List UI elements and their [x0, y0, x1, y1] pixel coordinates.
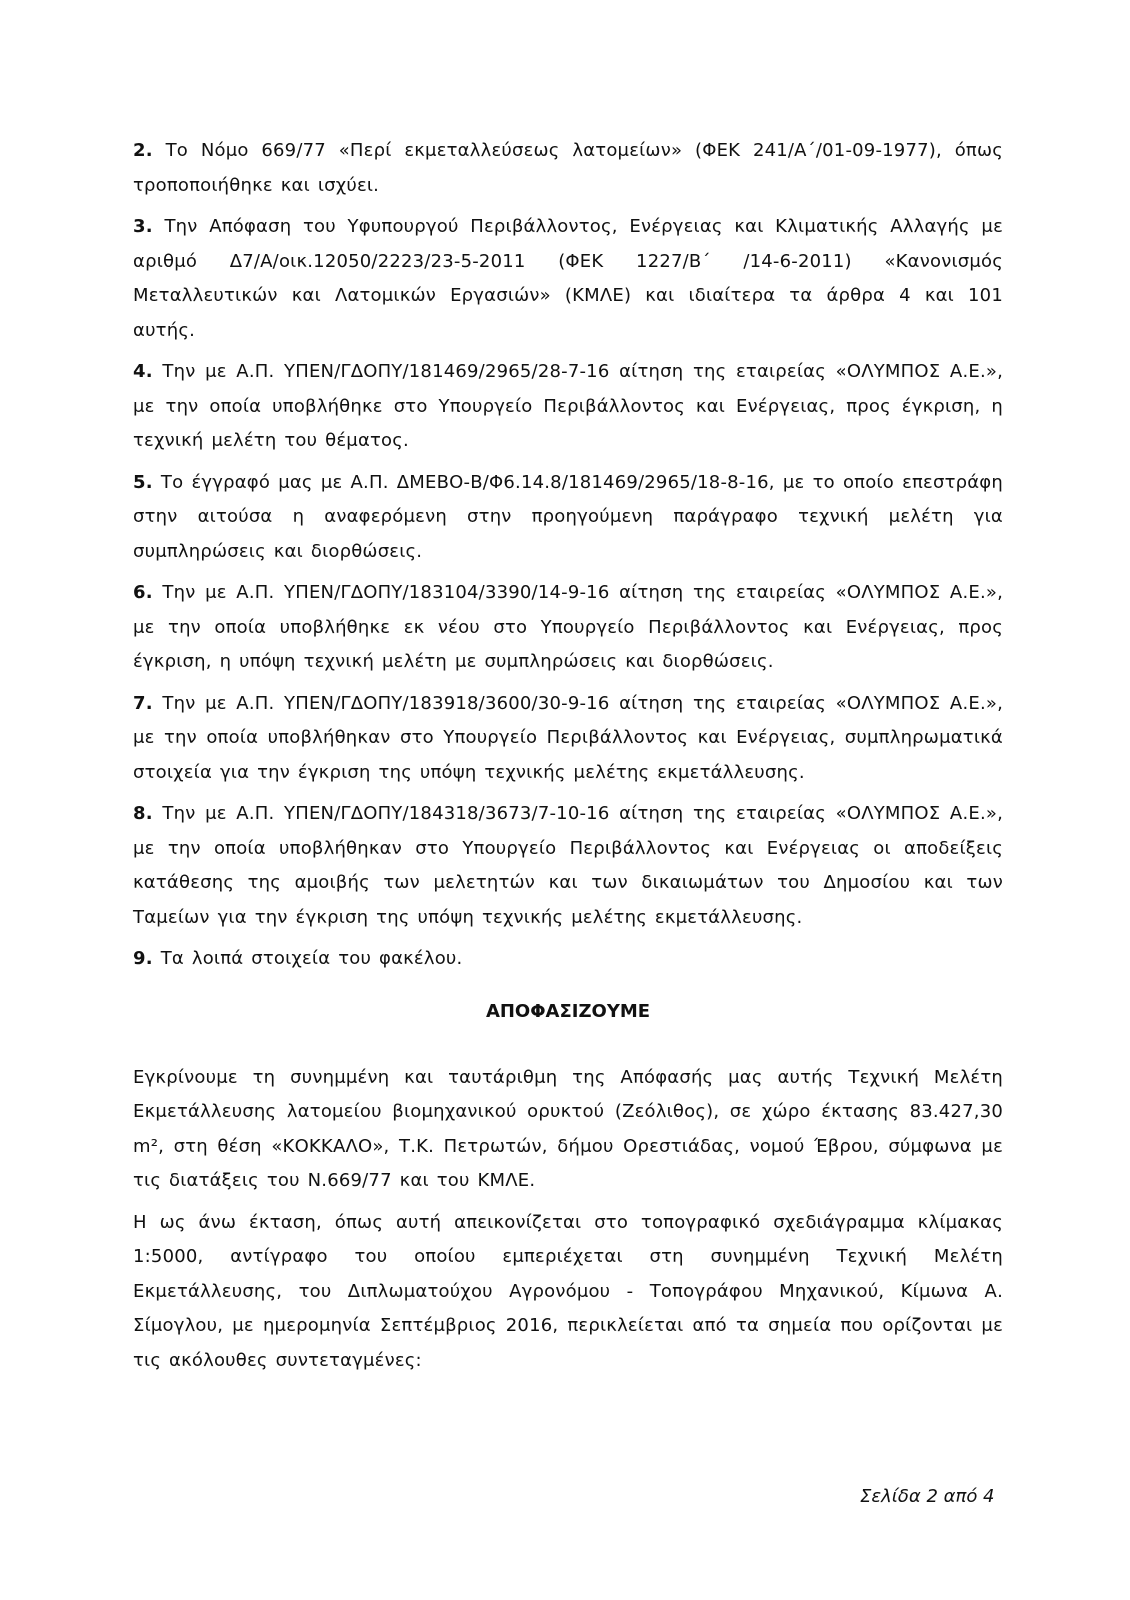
item-number: 4. — [133, 361, 153, 382]
item-number: 3. — [133, 216, 153, 237]
list-item-2 — [133, 134, 1003, 203]
item-text: Την με Α.Π. ΥΠΕΝ/ΓΔΟΠΥ/181469/2965/28-7-16 αίτηση της εταιρείας «ΟΛΥΜΠΟΣ Α.Ε.», με την οποία υποβλήθηκε στο Υπουργείο Περιβάλλοντος και Ενέργειας, προς έγκριση, η τεχνική μελέτη του θέματος. — [133, 361, 1004, 451]
item-number: 2. — [133, 140, 153, 161]
list-item-4 — [133, 355, 1003, 459]
item-text: Τα λοιπά στοιχεία του φακέλου. — [160, 948, 463, 969]
list-item-7 — [133, 687, 1003, 791]
list-item-9 — [133, 942, 1003, 977]
section-heading: ΑΠΟΦΑΣΙΖΟΥΜΕ — [485, 1000, 651, 1022]
item-number: 8. — [133, 803, 153, 824]
item-text: Την με Α.Π. ΥΠΕΝ/ΓΔΟΠΥ/184318/3673/7-10-16 αίτηση της εταιρείας «ΟΛΥΜΠΟΣ Α.Ε.», με την οποία υποβλήθηκαν στο Υπουργείο Περιβάλλοντος και Ενέργειας οι αποδείξεις κατάθεσης της αμοιβής των μελετητών και των δικαιωμάτων του Δημοσίου και των Ταμείων για την έγκριση της υπόψη τεχνικής μελέτης εκμετάλλευσης. — [133, 803, 1004, 928]
list-item-5 — [133, 466, 1003, 570]
item-number: 5. — [133, 471, 153, 493]
item-number: 7. — [133, 692, 153, 714]
item-number: 9. — [133, 948, 153, 969]
list-item-6 — [133, 576, 1003, 680]
item-text: Την Απόφαση του Υφυπουργού Περιβάλλοντος, Ενέργειας και Κλιματικής Αλλαγής με αριθμό Δ7/Α/οικ.12050/2223/23-5-2011 (ΦΕΚ 1227/Β΄ /14-6-2011) «Κανονισμός Μεταλλευτικών και Λατομικών Εργασιών» (ΚΜΛΕ) και ιδιαίτερα τα άρθρα 4 και 101 αυτής. — [133, 216, 1004, 341]
document-body — [133, 134, 1003, 1385]
item-text: Την με Α.Π. ΥΠΕΝ/ΓΔΟΠΥ/183918/3600/30-9-16 αίτηση της εταιρείας «ΟΛΥΜΠΟΣ Α.Ε.», με την οποία υποβλήθηκαν στο Υπουργείο Περιβάλλοντος και Ενέργειας, συμπληρωματικά στοιχεία για την έγκριση της υπόψη τεχνικής μελέτης εκμετάλλευσης. — [133, 692, 1004, 783]
decision-paragraph: Η ως άνω έκταση, όπως αυτή απεικονίζεται στο τοπογραφικό σχεδιάγραμμα κλίμακας 1:5000, αντίγραφο του οποίου εμπεριέχεται στη συνημμένη Τεχνική Μελέτη Εκμετάλλευσης, του Διπλωματούχου Αγρονόμου - Τοπογράφου Μηχανικού, Κίμωνα Α. Σίμογλου, με ημερομηνία Σεπτέμβριος 2016, περικλείεται από τα σημεία που ορίζονται με τις ακόλουθες συντεταγμένες: — [133, 1211, 1003, 1371]
page-number: Σελίδα 2 από 4 — [860, 1486, 995, 1507]
item-number: 6. — [133, 582, 153, 603]
list-item-3 — [133, 210, 1003, 348]
list-item-8 — [133, 797, 1003, 935]
item-text: Το Νόμο 669/77 «Περί εκμεταλλεύσεως λατομείων» (ΦΕΚ 241/Α΄/01-09-1977), όπως τροποποιήθηκε και ισχύει. — [133, 140, 1004, 196]
item-text: Την με Α.Π. ΥΠΕΝ/ΓΔΟΠΥ/183104/3390/14-9-16 αίτηση της εταιρείας «ΟΛΥΜΠΟΣ Α.Ε.», με την οποία υποβλήθηκε εκ νέου στο Υπουργείο Περιβάλλοντος και Ενέργειας, προς έγκριση, η υπόψη τεχνική μελέτη με συμπληρώσεις και διορθώσεις. — [133, 582, 1004, 672]
decision-paragraph: Εγκρίνουμε τη συνημμένη και ταυτάριθμη της Απόφασής μας αυτής Τεχνική Μελέτη Εκμετάλλευσης λατομείου βιομηχανικού ορυκτού (Ζεόλιθος), σε χώρο έκτασης 83.427,30 m², στη θέση «ΚΟΚΚΑΛΟ», Τ.Κ. Πετρωτών, δήμου Ορεστιάδας, νομού Έβρου, σύμφωνα με τις διατάξεις του Ν.669/77 και του ΚΜΛΕ. — [133, 1066, 1003, 1191]
item-text: Το έγγραφό μας με Α.Π. ΔΜΕΒΟ-Β/Φ6.14.8/181469/2965/18-8-16, με το οποίο επεστράφη στην αιτούσα η αναφερόμενη στην προηγούμενη παράγραφο τεχνική μελέτη για συμπληρώσεις και διορθώσεις. — [133, 471, 1003, 562]
